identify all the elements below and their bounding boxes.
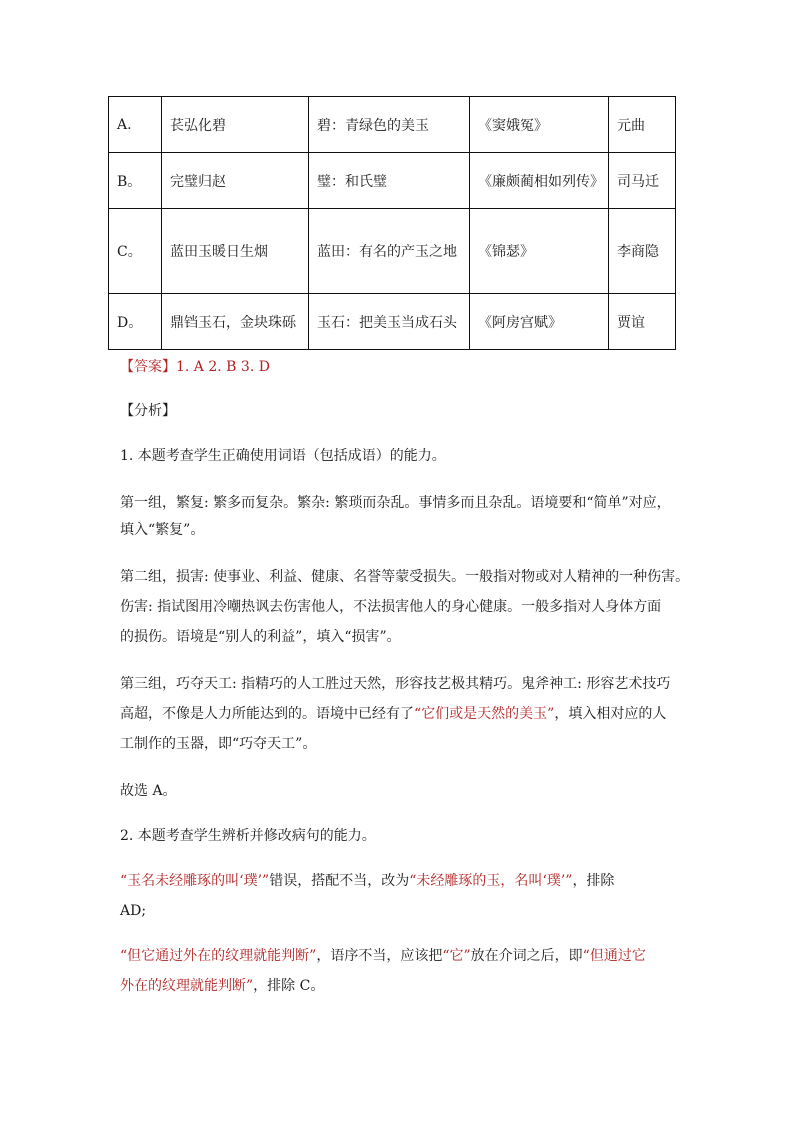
- author-cell: 贾谊: [609, 294, 676, 350]
- phrase-cell: 蓝田玉暖日生烟: [162, 209, 309, 294]
- answer-text: 1. A 2. B 3. D: [176, 359, 270, 375]
- paragraph-line: 填入“繁复”。: [120, 522, 205, 538]
- source-cell: 《窦娥冤》: [470, 97, 609, 153]
- paragraph-line: 伤害: 指试图用冷嘲热讽去伤害他人，不法损害他人的身心健康。一般多指对人身体方面: [120, 599, 662, 615]
- paragraph-line: [120, 946, 646, 966]
- option-label: B。: [109, 153, 162, 209]
- table-row: [109, 97, 676, 153]
- author-cell: 元曲: [609, 97, 676, 153]
- option-label: C。: [109, 209, 162, 294]
- answer-line: [120, 357, 270, 377]
- quoted-text: 外在的纹理就能判断”: [120, 978, 254, 994]
- paragraph-line: [120, 704, 666, 724]
- text-segment: ，排除 C。: [253, 978, 325, 994]
- paragraph-line: [120, 976, 324, 996]
- phrase-cell: 苌弘化碧: [162, 97, 309, 153]
- q1-conclusion: 故选 A。: [120, 783, 177, 799]
- table-row: [109, 153, 676, 209]
- quoted-text: “但它通过外在的纹理就能判断”: [120, 948, 317, 964]
- q2-title: 2. 本题考查学生辨析并修改病句的能力。: [120, 828, 376, 844]
- quoted-text: “玉名未经雕琢的叫‘璞’”: [120, 873, 270, 889]
- text-segment: ，填入相对应的人: [554, 706, 667, 722]
- author-cell: 李商隐: [609, 209, 676, 294]
- phrase-cell: 鼎铛玉石，金块珠砾: [162, 294, 309, 350]
- text-segment: 放在介词之后，即: [470, 948, 583, 964]
- paragraph-line: 的损伤。语境是“别人的利益”，填入“损害”。: [120, 629, 401, 645]
- option-label: A.: [109, 97, 162, 153]
- author-cell: 司马迁: [609, 153, 676, 209]
- source-cell: 《锦瑟》: [470, 209, 609, 294]
- meaning-cell: 玉石：把美玉当成石头: [309, 294, 470, 350]
- q1-title: 1. 本题考查学生正确使用词语（包括成语）的能力。: [120, 448, 446, 464]
- quoted-text: “未经雕琢的玉，名叫‘璞’”: [409, 873, 573, 889]
- paragraph-line: [120, 871, 614, 891]
- table-row: [109, 294, 676, 350]
- phrase-cell: 完璧归赵: [162, 153, 309, 209]
- quoted-text: “但通过它: [582, 948, 646, 964]
- meaning-cell: 璧：和氏璧: [309, 153, 470, 209]
- paragraph-line: 第一组，繁复: 繁多而复杂。繁杂: 繁琐而杂乱。事情多而且杂乱。语境要和“简单”对应，: [120, 495, 671, 511]
- text-segment: 高超，不像是人力所能达到的。语境中已经有了: [120, 706, 414, 722]
- text-segment: ，排除: [572, 873, 615, 889]
- source-cell: 《阿房宫赋》: [470, 294, 609, 350]
- text-segment: 错误，搭配不当，改为: [269, 873, 410, 889]
- meaning-cell: 蓝田：有名的产玉之地: [309, 209, 470, 294]
- paragraph-line: 第二组，损害: 使事业、利益、健康、名誉等蒙受损失。一般指对物或对人精神的一种伤害。: [120, 569, 690, 585]
- meaning-cell: 碧：青绿色的美玉: [309, 97, 470, 153]
- paragraph-line: AD;: [120, 903, 147, 919]
- analysis-label: 【分析】: [120, 403, 176, 419]
- text-segment: ，语序不当，应该把: [316, 948, 443, 964]
- table-row: [109, 209, 676, 294]
- options-table: [108, 96, 676, 350]
- paragraph-line: 工制作的玉器，即“巧夺天工”。: [120, 736, 317, 752]
- paragraph-line: 第三组，巧夺天工: 指精巧的人工胜过天然，形容技艺极其精巧。鬼斧神工: 形容艺术技巧: [120, 676, 671, 692]
- source-cell: 《廉颇蔺相如列传》: [470, 153, 609, 209]
- quoted-text: “它”: [442, 948, 471, 964]
- answer-label: 【答案】: [120, 359, 176, 375]
- quoted-text: “它们或是天然的美玉”: [414, 706, 555, 722]
- option-label: D。: [109, 294, 162, 350]
